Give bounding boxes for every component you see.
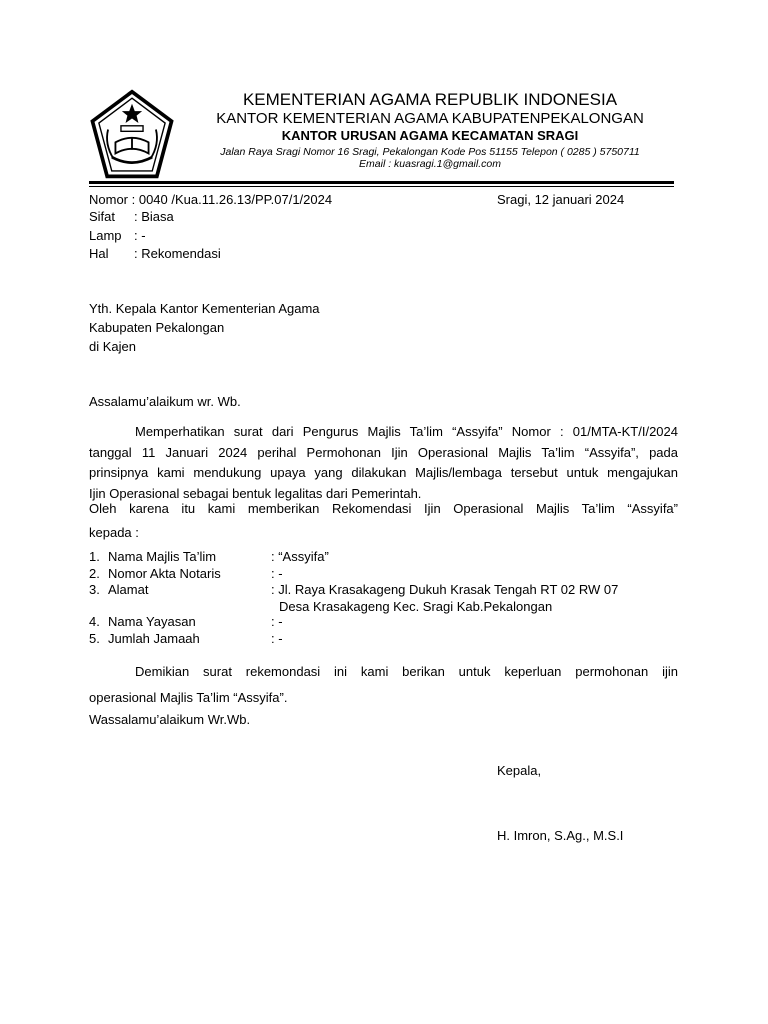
body-paragraph-1-line: Ijin Operasional sebagai bentuk legalitas dari Pemerintah. bbox=[89, 485, 422, 501]
body-paragraph-1-line: Memperhatikan surat dari Pengurus Majlis Ta’lim “Assyifa” Nomor : 01/MTA-KT/I/2024 bbox=[135, 424, 678, 439]
sub-office-title: KANTOR URUSAN AGAMA KECAMATAN SRAGI bbox=[281, 128, 579, 143]
lamp-label: Lamp bbox=[89, 228, 122, 243]
signature-title: Kepala, bbox=[497, 763, 542, 778]
item-value-continued: Desa Krasakageng Kec. Sragi Kab.Pekalongan bbox=[279, 599, 553, 614]
hal-value: : Rekomendasi bbox=[134, 246, 221, 261]
recipient-line-2: Kabupaten Pekalongan bbox=[89, 320, 225, 335]
item-number: 4. bbox=[89, 614, 100, 629]
greeting: Assalamu’alaikum wr. Wb. bbox=[89, 394, 241, 409]
letterhead-divider-thin bbox=[89, 186, 674, 187]
item-label: Nomor Akta Notaris bbox=[108, 566, 221, 581]
item-value: : - bbox=[271, 614, 283, 629]
item-value: : “Assyifa” bbox=[271, 549, 329, 564]
lamp-value: : - bbox=[134, 228, 146, 243]
item-label: Nama Yayasan bbox=[108, 614, 196, 629]
body-paragraph-2-kepada: kepada : bbox=[89, 525, 139, 540]
item-label: Jumlah Jamaah bbox=[108, 631, 200, 646]
office-title: KANTOR KEMENTERIAN AGAMA KABUPATENPEKALONGAN bbox=[216, 110, 644, 127]
closing-line-1: Demikian surat rekemondasi ini kami berikan untuk keperluan permohonan ijin bbox=[135, 664, 678, 679]
item-value: : Jl. Raya Krasakageng Dukuh Krasak Tengah RT 02 RW 07 bbox=[271, 582, 619, 597]
sifat-value: : Biasa bbox=[134, 209, 174, 224]
letter-number: Nomor : 0040 /Kua.11.26.13/PP.07/1/2024 bbox=[89, 192, 333, 207]
ministry-title: KEMENTERIAN AGAMA REPUBLIK INDONESIA bbox=[242, 90, 618, 109]
sifat-label: Sifat bbox=[89, 209, 116, 224]
office-email: Email : kuasragi.1@gmail.com bbox=[359, 158, 501, 170]
recipient-line-1: Yth. Kepala Kantor Kementerian Agama bbox=[89, 301, 320, 316]
office-address: Jalan Raya Sragi Nomor 16 Sragi, Pekalongan Kode Pos 51155 Telepon ( 0285 ) 5750711 bbox=[220, 146, 640, 158]
closing-paragraph bbox=[89, 662, 678, 683]
item-number: 5. bbox=[89, 631, 100, 646]
body-paragraph-1-line: prinsipnya kami mendukung upaya yang dilakukan Majlis/lembaga tersebut untuk mengajukan bbox=[89, 465, 678, 480]
closing-salam: Wassalamu’alaikum Wr.Wb. bbox=[89, 712, 251, 727]
body-paragraph-2 bbox=[89, 499, 678, 520]
body-paragraph-2-line: Oleh karena itu kami memberikan Rekomendasi Ijin Operasional Majlis Ta’lim “Assyifa” bbox=[89, 501, 678, 516]
recipient-line-3: di Kajen bbox=[89, 339, 136, 354]
item-number: 3. bbox=[89, 582, 100, 597]
item-label: Alamat bbox=[108, 582, 149, 597]
body-paragraph-1 bbox=[89, 422, 678, 504]
closing-line-2: operasional Majlis Ta’lim “Assyifa”. bbox=[89, 690, 288, 705]
item-value: : - bbox=[271, 631, 283, 646]
item-label: Nama Majlis Ta’lim bbox=[108, 549, 217, 564]
letter-date: Sragi, 12 januari 2024 bbox=[497, 192, 625, 207]
signature-name: H. Imron, S.Ag., M.S.I bbox=[497, 828, 624, 843]
hal-label: Hal bbox=[89, 246, 109, 261]
item-number: 1. bbox=[89, 549, 100, 564]
item-number: 2. bbox=[89, 566, 100, 581]
item-value: : - bbox=[271, 566, 283, 581]
body-paragraph-1-line: tanggal 11 Januari 2024 perihal Permohonan Ijin Operasional Majlis Ta’lim “Assyifa”, pada bbox=[89, 444, 678, 460]
letterhead-divider-thick bbox=[89, 181, 674, 184]
